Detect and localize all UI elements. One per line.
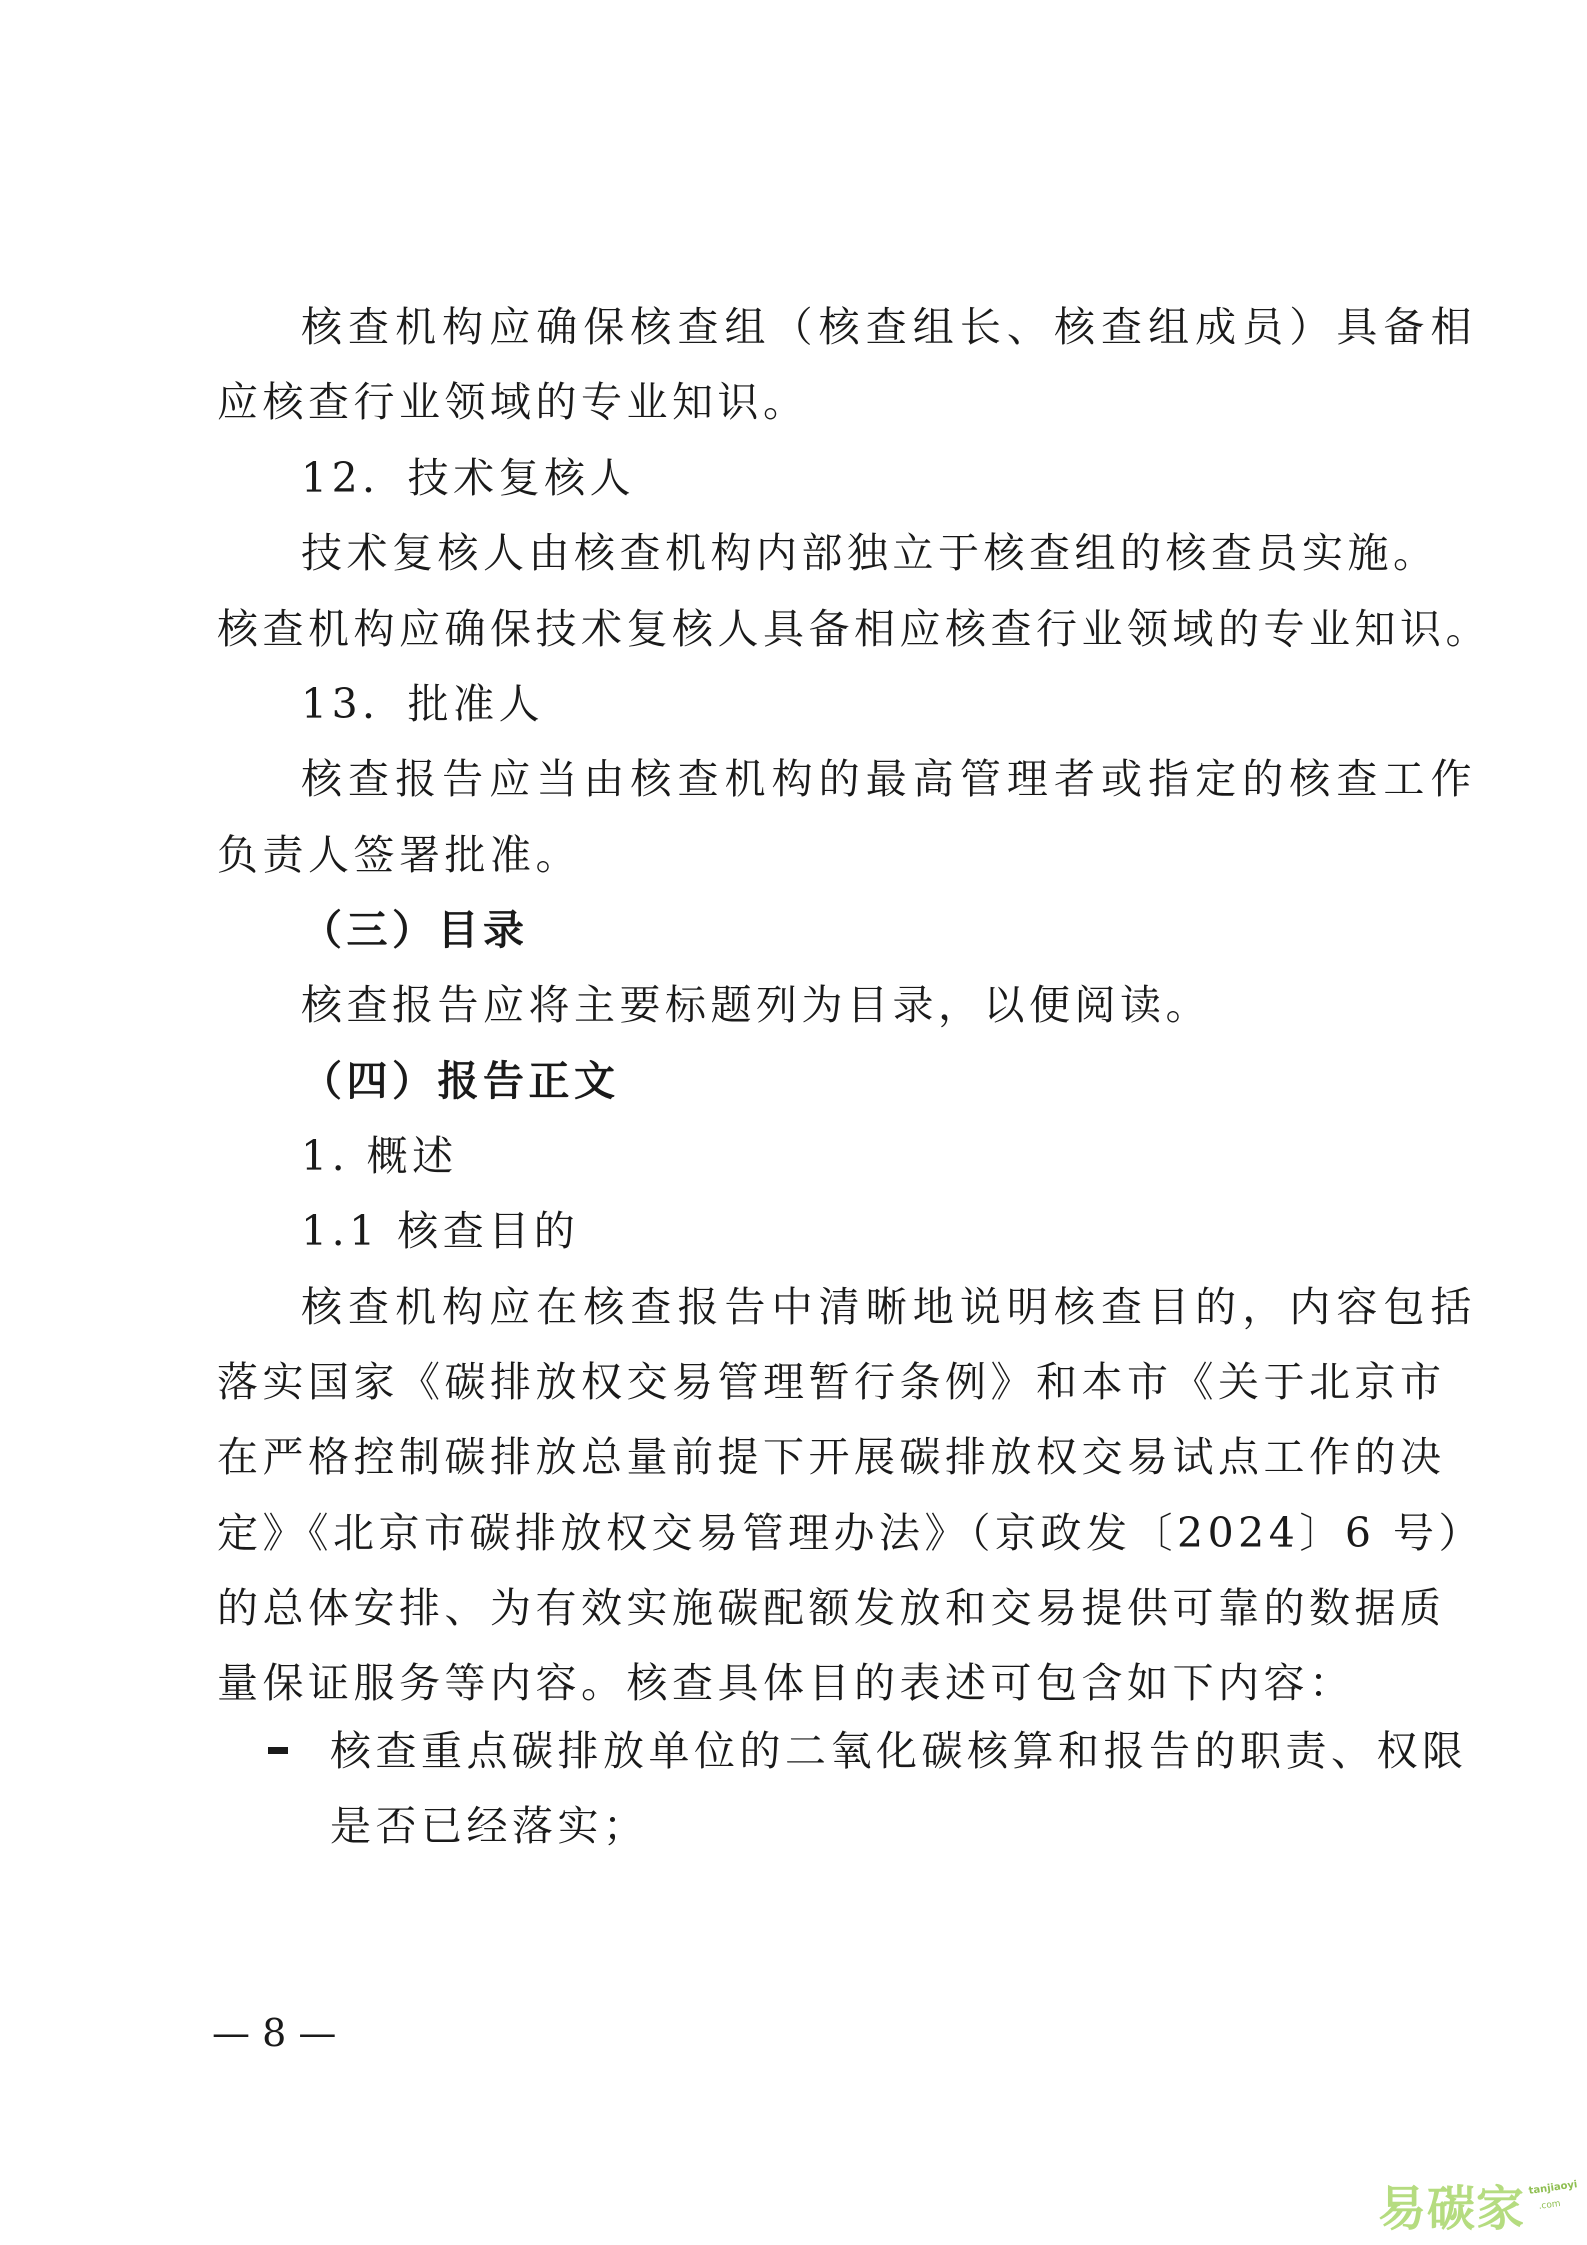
paragraph-line: 在严格控制碳排放总量前提下开展碳排放权交易试点工作的决 xyxy=(217,1433,1446,1481)
watermark-text: 易碳家 xyxy=(1378,2181,1526,2237)
bullet-item-line: 是否已经落实； xyxy=(330,1802,649,1850)
paragraph-line: 落实国家《碳排放权交易管理暂行条例》和本市《关于北京市 xyxy=(217,1358,1446,1406)
paragraph-line: 核查机构应确保核查组（核查组长、核查组成员）具备相 xyxy=(301,303,1476,351)
bullet-item-line: 核查重点碳排放单位的二氧化碳核算和报告的职责、权限 xyxy=(330,1727,1468,1775)
paragraph-line: 量保证服务等内容。核查具体目的表述可包含如下内容： xyxy=(217,1659,1355,1707)
watermark-subtext: tanjiaoyi xyxy=(1528,2179,1579,2197)
subsection-heading: 1. 概述 xyxy=(301,1132,458,1180)
paragraph-line: 定》《北京市碳排放权交易管理办法》（京政发〔2024〕6 号） xyxy=(217,1509,1484,1557)
subsection-heading: 1.1 核查目的 xyxy=(301,1207,580,1255)
page-number: — 8 — xyxy=(212,2011,337,2055)
paragraph-line: 技术复核人由核查机构内部独立于核查组的核查员实施。 xyxy=(301,529,1439,577)
paragraph-line: 应核查行业领域的专业知识。 xyxy=(217,378,809,426)
section-heading: 13．批准人 xyxy=(301,680,545,728)
paragraph-line: 核查报告应当由核查机构的最高管理者或指定的核查工作 xyxy=(301,755,1476,803)
paragraph-line: 负责人签署批准。 xyxy=(217,831,581,879)
watermark-subtext: .com xyxy=(1538,2198,1562,2212)
paragraph-line: 核查机构应确保技术复核人具备相应核查行业领域的专业知识。 xyxy=(217,605,1491,653)
paragraph-line: 核查机构应在核查报告中清晰地说明核查目的，内容包括 xyxy=(301,1283,1476,1331)
watermark-logo xyxy=(1378,2180,1578,2238)
section-heading-bold: （四）报告正文 xyxy=(301,1057,620,1105)
bullet-dash-icon xyxy=(268,1747,288,1754)
paragraph-line: 核查报告应将主要标题列为目录，以便阅读。 xyxy=(301,981,1211,1029)
paragraph-line: 的总体安排、为有效实施碳配额发放和交易提供可靠的数据质 xyxy=(217,1584,1446,1632)
section-heading-bold: （三）目录 xyxy=(301,906,529,954)
section-heading: 12．技术复核人 xyxy=(301,454,636,502)
